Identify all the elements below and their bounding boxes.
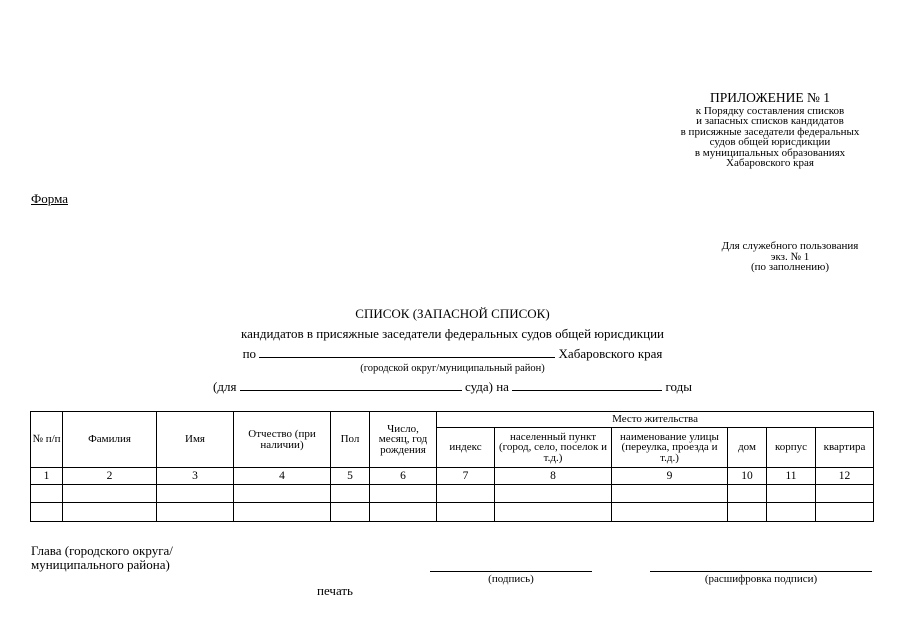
municipality-blank[interactable] [259, 345, 555, 358]
head-title: Глава (городского округа/ муниципального района) [31, 543, 173, 572]
header-surname: Фамилия [63, 412, 157, 468]
court-blank[interactable] [240, 378, 462, 391]
column-number-row [31, 468, 874, 485]
table-cell[interactable] [437, 484, 495, 503]
header-locality: населенный пункт (город, село, поселок и т.д.) [495, 427, 612, 467]
region-label: Хабаровского края [558, 346, 663, 361]
po-prefix: по [242, 346, 257, 361]
signature-caption: (подпись) [488, 573, 534, 585]
table-cell[interactable] [234, 484, 331, 503]
official-use-line: Для служебного пользования [721, 240, 859, 252]
column-number: 11 [767, 468, 816, 485]
column-number: 7 [437, 468, 495, 485]
table-cell[interactable] [370, 503, 437, 522]
header-name: Имя [157, 412, 234, 468]
appendix-line: судов общей юрисдикции [709, 136, 831, 149]
table-cell[interactable] [816, 484, 874, 503]
stamp-label: печать [317, 583, 353, 598]
column-number: 3 [157, 468, 234, 485]
table-cell[interactable] [157, 503, 234, 522]
table-cell[interactable] [495, 484, 612, 503]
column-number: 10 [728, 468, 767, 485]
table-cell[interactable] [63, 484, 157, 503]
official-use-note: (по заполнению) [750, 261, 830, 274]
table-cell[interactable] [495, 503, 612, 522]
table-cell[interactable] [234, 503, 331, 522]
table-cell[interactable] [728, 484, 767, 503]
form-label: Форма [31, 191, 68, 206]
signature-decoding-caption: (расшифровка подписи) [704, 573, 818, 585]
table-cell[interactable] [331, 503, 370, 522]
signature-line[interactable] [430, 571, 592, 572]
column-number: 1 [31, 468, 63, 485]
table-cell[interactable] [767, 484, 816, 503]
document-title: СПИСОК (ЗАПАСНОЙ СПИСОК) [355, 306, 550, 321]
column-number: 8 [495, 468, 612, 485]
table-cell[interactable] [331, 484, 370, 503]
table-cell[interactable] [767, 503, 816, 522]
court-line [0, 378, 905, 395]
header-patronymic: Отчество (при наличии) [234, 412, 331, 468]
table-row [31, 484, 874, 503]
column-number: 6 [370, 468, 437, 485]
header-apartment: квартира [816, 427, 874, 467]
appendix-line: Хабаровского края [726, 157, 814, 170]
appendix-line: в присяжные заседатели федеральных [680, 125, 860, 138]
table-cell[interactable] [31, 503, 63, 522]
header-number: № п/п [31, 412, 63, 468]
appendix-block [640, 90, 900, 168]
table-cell[interactable] [31, 484, 63, 503]
header-index: индекс [437, 427, 495, 467]
table-cell[interactable] [612, 484, 728, 503]
signature-decoding-line[interactable] [650, 571, 872, 572]
appendix-line: и запасных списков кандидатов [696, 115, 844, 128]
header-building: корпус [767, 427, 816, 467]
table-cell[interactable] [63, 503, 157, 522]
table-cell[interactable] [370, 484, 437, 503]
court-suffix: суда) на [464, 379, 509, 394]
candidates-table [30, 411, 874, 522]
official-use-block [690, 241, 890, 273]
header-house: дом [728, 427, 767, 467]
municipality-line [0, 345, 905, 362]
document-subtitle: кандидатов в присяжные заседатели федеральных судов общей юрисдикции [241, 326, 664, 341]
for-prefix: (для [213, 379, 237, 394]
column-number: 2 [63, 468, 157, 485]
copy-number: экз. № 1 [770, 250, 810, 263]
table-cell[interactable] [437, 503, 495, 522]
header-residence: Место жительства [437, 412, 874, 428]
years-suffix: годы [665, 379, 692, 394]
header-street: наименование улицы (переулка, проезда и т.д.) [612, 427, 728, 467]
column-number: 12 [816, 468, 874, 485]
table-cell[interactable] [728, 503, 767, 522]
table-cell[interactable] [816, 503, 874, 522]
appendix-line: к Порядку составления списков [695, 105, 845, 117]
header-sex: Пол [331, 412, 370, 468]
appendix-line: в муниципальных образованиях [694, 146, 846, 159]
column-number: 4 [234, 468, 331, 485]
table-row [31, 503, 874, 522]
header-birth-date: Число, месяц, год рождения [370, 412, 437, 468]
column-number: 9 [612, 468, 728, 485]
column-number: 5 [331, 468, 370, 485]
table-cell[interactable] [157, 484, 234, 503]
table-cell[interactable] [612, 503, 728, 522]
years-blank[interactable] [512, 378, 662, 391]
appendix-title: ПРИЛОЖЕНИЕ № 1 [709, 90, 831, 105]
municipality-hint: (городской округ/муниципальный район) [360, 363, 545, 374]
